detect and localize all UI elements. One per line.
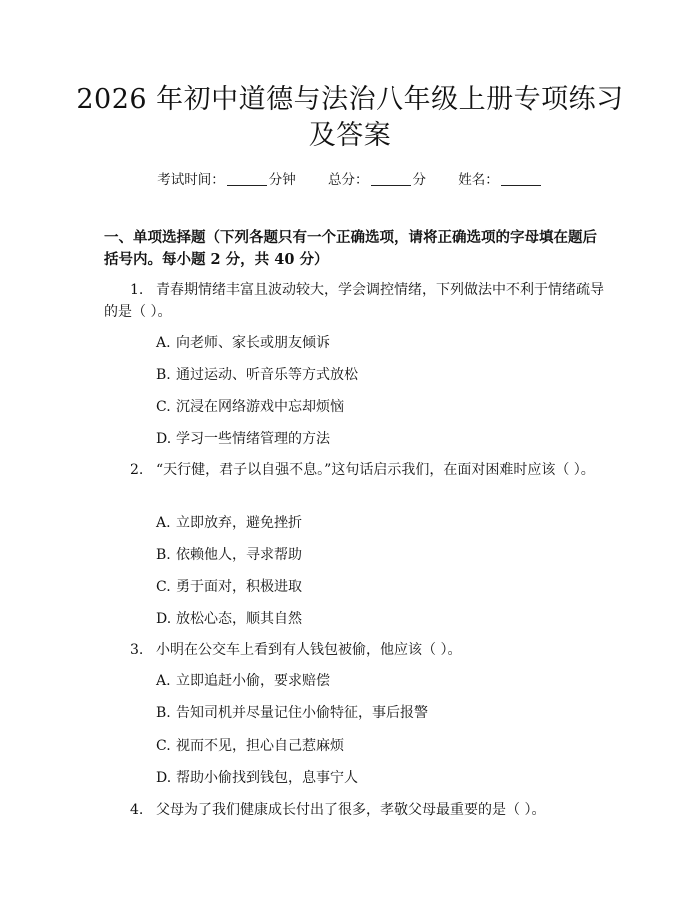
student-name-label: 姓名： [458, 172, 499, 188]
question-number: 2. [130, 462, 144, 478]
student-name-field [458, 168, 543, 188]
question-1-option-d [156, 429, 330, 449]
option-letter: D. [156, 611, 172, 627]
option-text: 通过运动、听音乐等方式放松 [176, 367, 358, 383]
question-stem: 青春期情绪丰富且波动较大，学会调控情绪，下列做法中不利于情绪疏导的是（ ）。 [104, 282, 604, 320]
question-2 [104, 459, 604, 481]
total-score-unit: 分 [412, 172, 426, 188]
option-letter: C. [156, 399, 171, 415]
option-text: 沉浸在网络游戏中忘却烦恼 [176, 399, 344, 415]
option-text: 视而不见，担心自己惹麻烦 [176, 738, 344, 754]
question-3-option-b [156, 703, 428, 723]
section-heading: 一、单项选择题（下列各题只有一个正确选项，请将正确选项的字母填在题后括号内。每小题 2 分，共 40 分） [104, 229, 597, 268]
question-3-option-a [156, 671, 330, 691]
option-text: 依赖他人，寻求帮助 [176, 547, 302, 563]
total-score-label: 总分： [328, 172, 369, 188]
question-1-option-c [156, 397, 344, 417]
option-letter: B. [156, 705, 171, 721]
option-letter: C. [156, 738, 171, 754]
question-3-option-c [156, 736, 344, 756]
exam-time-blank [227, 171, 267, 186]
option-letter: D. [156, 770, 172, 786]
option-text: 立即追赶小偷，要求赔偿 [176, 673, 330, 689]
option-text: 告知司机并尽量记住小偷特征，事后报警 [176, 705, 428, 721]
question-4 [104, 799, 604, 821]
exam-info-line [0, 168, 700, 188]
exam-time-label: 考试时间： [157, 172, 225, 188]
question-number: 4. [130, 802, 144, 818]
exam-time-field [157, 168, 296, 188]
question-3 [104, 639, 604, 661]
question-3-option-d [156, 768, 358, 788]
question-1-option-b [156, 365, 358, 385]
option-letter: C. [156, 579, 171, 595]
option-text: 立即放弃，避免挫折 [176, 515, 302, 531]
question-2-option-a [156, 513, 302, 533]
document-title: 2026 年初中道德与法治八年级上册专项练习及答案 [76, 84, 624, 151]
student-name-blank [501, 171, 541, 186]
option-letter: A. [156, 515, 171, 531]
question-1-option-a [156, 333, 330, 353]
option-text: 帮助小偷找到钱包，息事宁人 [176, 770, 358, 786]
option-letter: A. [156, 673, 171, 689]
question-stem: 小明在公交车上看到有人钱包被偷，他应该（ ）。 [156, 642, 462, 658]
question-number: 1. [130, 282, 144, 298]
question-1 [104, 279, 604, 323]
question-2-option-c [156, 577, 302, 597]
question-number: 3. [130, 642, 144, 658]
option-letter: B. [156, 367, 171, 383]
option-letter: D. [156, 431, 172, 447]
question-2-option-b [156, 545, 302, 565]
total-score-blank [371, 171, 411, 186]
question-stem: “天行健，君子以自强不息。”这句话启示我们，在面对困难时应该（ ）。 [156, 462, 595, 478]
question-2-option-d [156, 609, 302, 629]
option-text: 放松心态，顺其自然 [176, 611, 302, 627]
option-text: 学习一些情绪管理的方法 [176, 431, 330, 447]
option-text: 向老师、家长或朋友倾诉 [176, 335, 330, 351]
option-letter: B. [156, 547, 171, 563]
option-text: 勇于面对，积极进取 [176, 579, 302, 595]
option-letter: A. [156, 335, 171, 351]
exam-time-unit: 分钟 [268, 172, 296, 188]
question-stem: 父母为了我们健康成长付出了很多，孝敬父母最重要的是（ ）。 [156, 802, 546, 818]
total-score-field [328, 168, 426, 188]
